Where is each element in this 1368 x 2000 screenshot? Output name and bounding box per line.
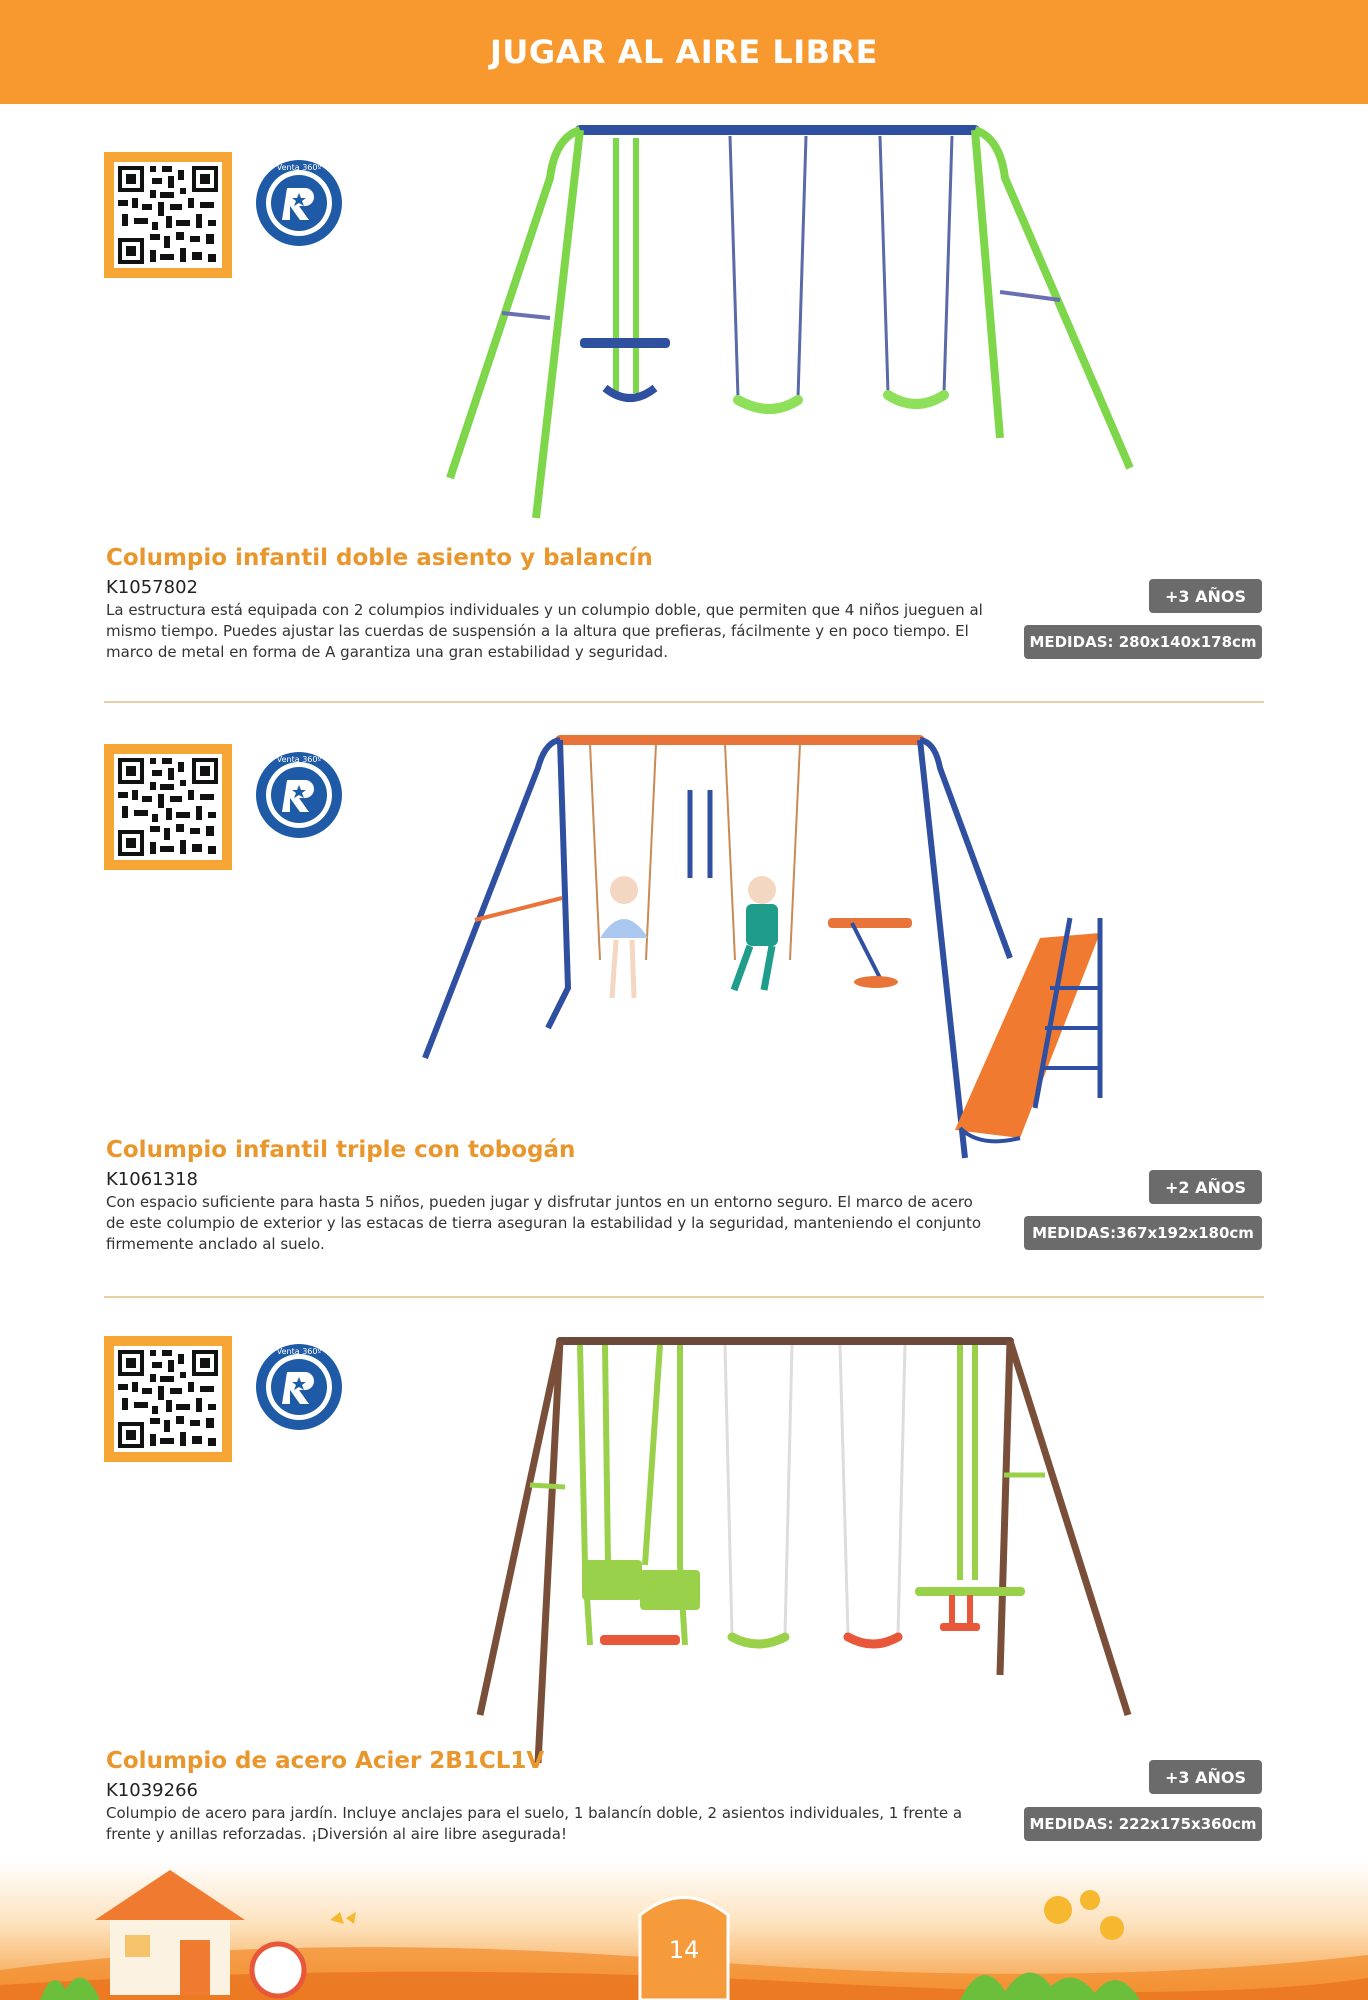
product-description: La estructura está equipada con 2 columpios individuales y un columpio doble, que permiten que 4 niños jueguen al mismo tiempo. Puedes ajustar las cuerdas de suspensión a la altura que prefieras, fácilmente y en poco tiempo. El marco de metal en forma de A garantiza una gran estabilidad y seguridad. <box>106 601 983 661</box>
qr-code-icon[interactable] <box>104 744 232 870</box>
product-code: K1057802 <box>106 577 198 598</box>
section-divider <box>104 1296 1264 1298</box>
venta-360-badge-icon <box>254 750 344 840</box>
product-image <box>440 118 1140 528</box>
measures-badge: MEDIDAS: 222x175x360cm <box>1024 1807 1262 1841</box>
measures-badge: MEDIDAS:367x192x180cm <box>1024 1216 1262 1250</box>
page-title: JUGAR AL AIRE LIBRE <box>490 33 878 71</box>
product-title: Columpio infantil triple con tobogán <box>106 1137 576 1163</box>
measures-badge: MEDIDAS: 280x140x178cm <box>1024 625 1262 659</box>
product-description: Columpio de acero para jardín. Incluye anclajes para el suelo, 1 balancín doble, 2 asientos individuales, 1 frente a frente y anillas reforzadas. ¡Diversión al aire libre asegurada! <box>106 1804 963 1843</box>
age-badge: +3 AÑOS <box>1149 579 1262 613</box>
product-title: Columpio de acero Acier 2B1CL1V <box>106 1748 545 1774</box>
page-header <box>0 0 1368 104</box>
qr-code-icon[interactable] <box>104 1336 232 1462</box>
age-badge: +3 AÑOS <box>1149 1760 1262 1794</box>
product-code: K1039266 <box>106 1780 198 1801</box>
venta-360-badge-icon <box>254 158 344 248</box>
product-description: Con espacio suficiente para hasta 5 niños, pueden jugar y disfrutar juntos en un entorno seguro. El marco de acero de este columpio de exterior y las estacas de tierra aseguran la estabilidad y la seguridad, manteniendo el conjunto firmemente anclado al suelo. <box>106 1193 982 1253</box>
product-image <box>470 1325 1140 1765</box>
product-code: K1061318 <box>106 1169 198 1190</box>
qr-code-icon[interactable] <box>104 152 232 278</box>
age-badge: +2 AÑOS <box>1149 1170 1262 1204</box>
product-title: Columpio infantil doble asiento y balancín <box>106 545 653 571</box>
section-divider <box>104 701 1264 703</box>
venta-360-badge-icon <box>254 1342 344 1432</box>
page-number: 14 <box>668 1936 700 1964</box>
product-image <box>420 728 1120 1168</box>
